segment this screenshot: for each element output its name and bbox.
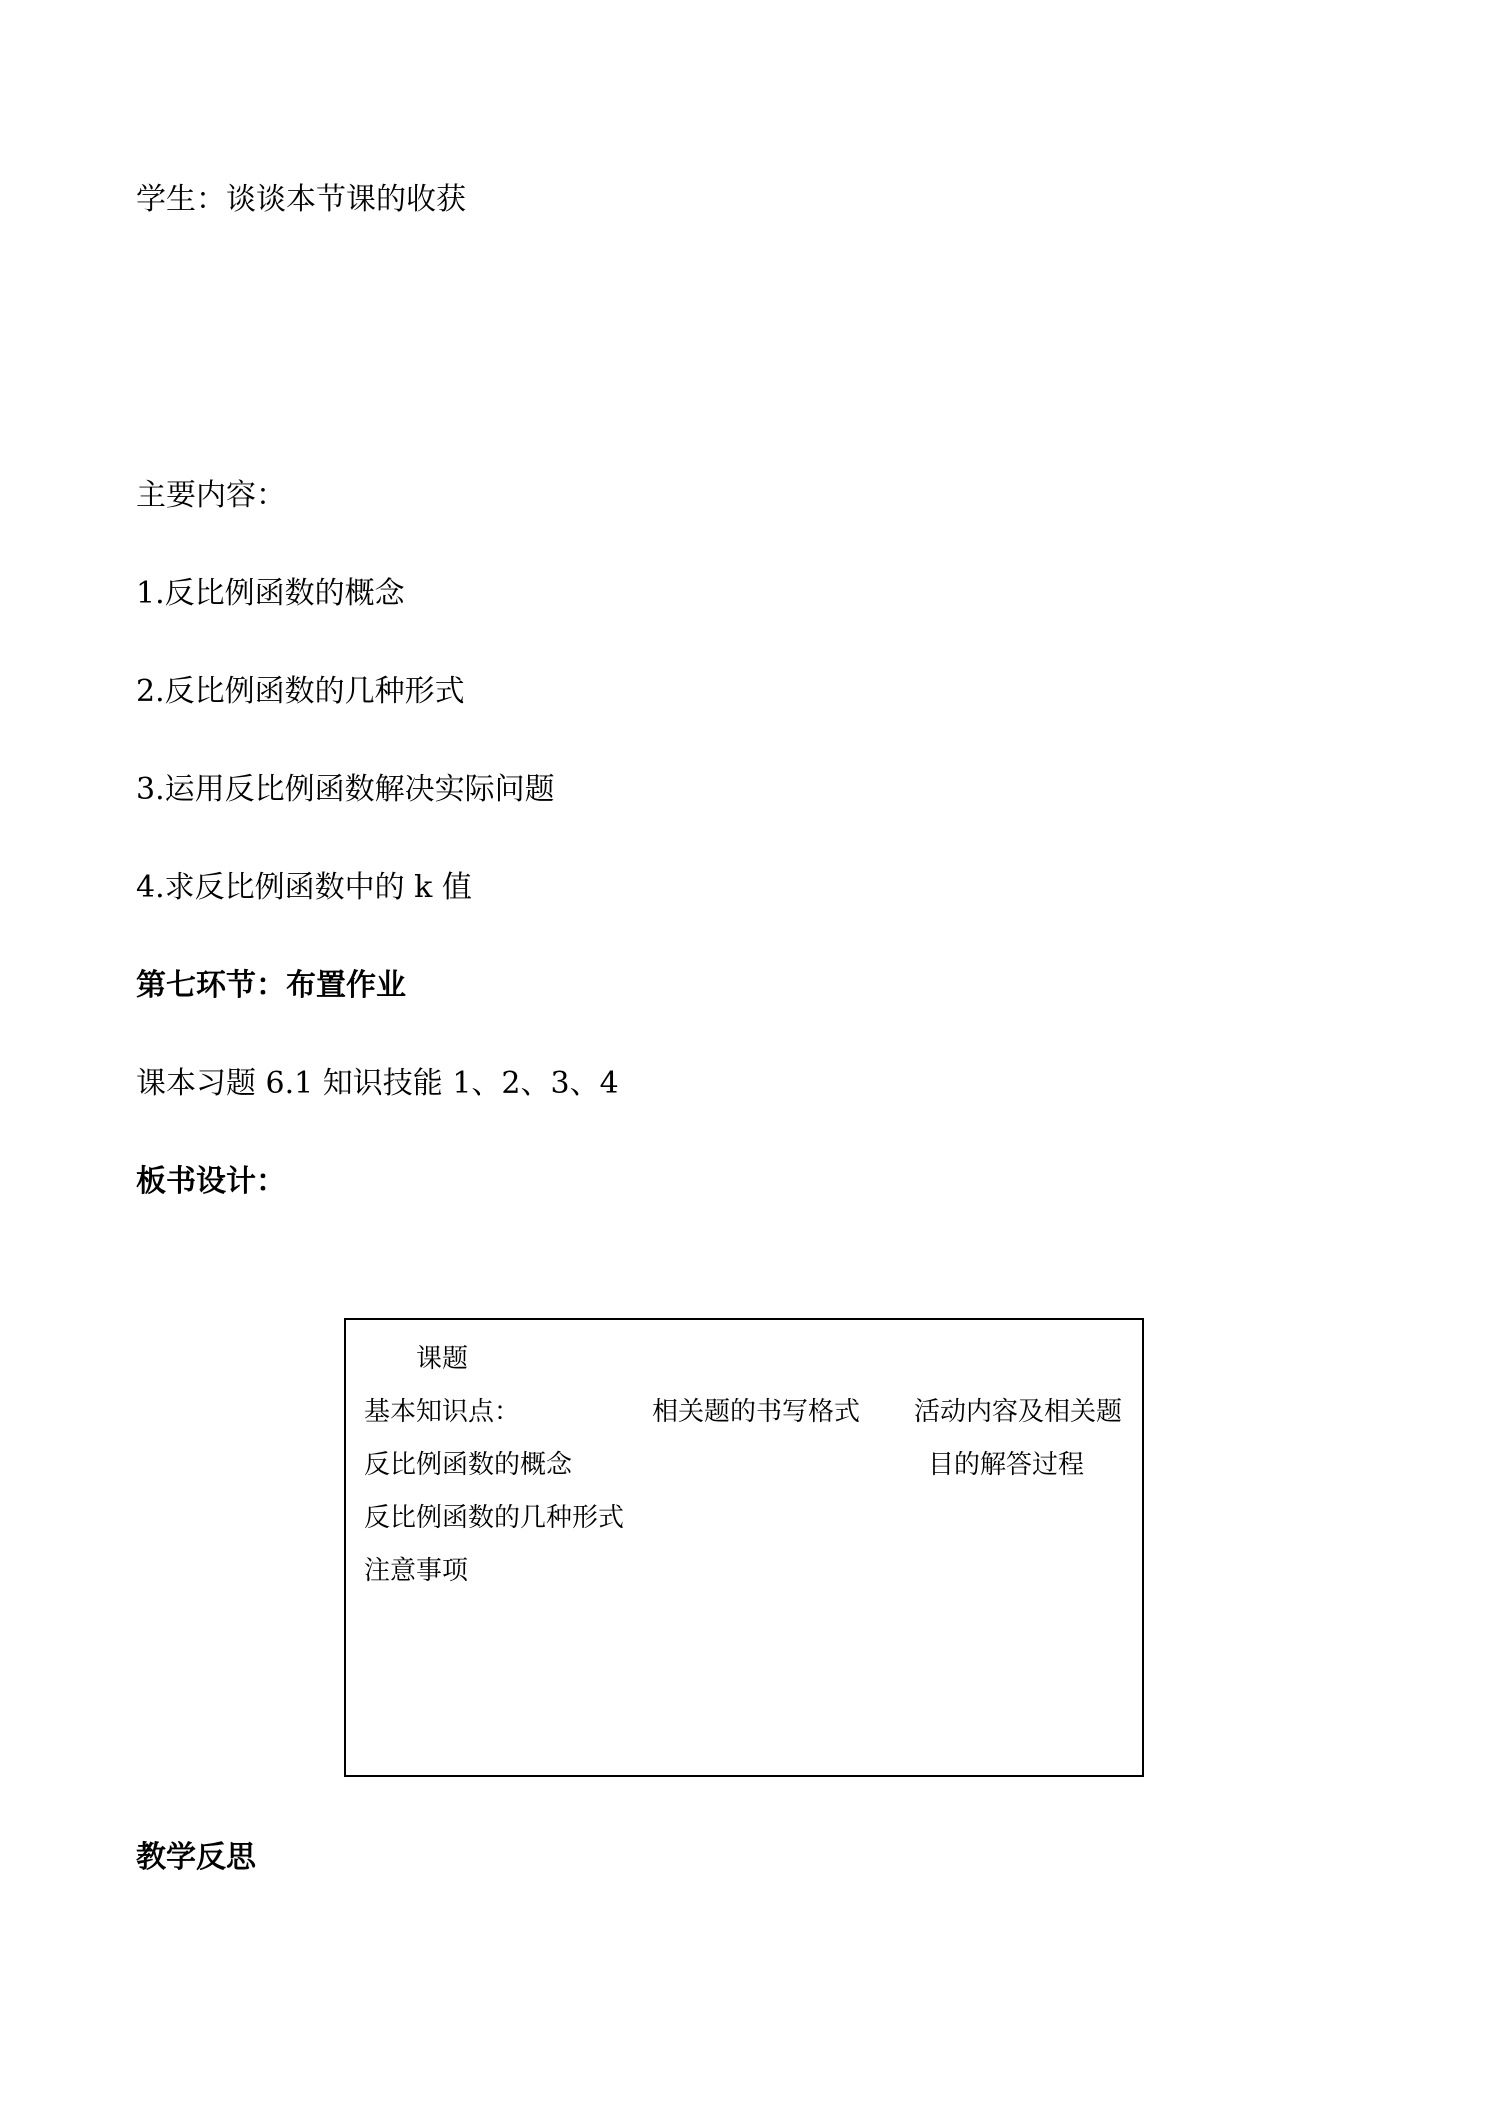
reflection-heading: 教学反思 bbox=[136, 1840, 256, 1875]
board-notes: 注意事项 bbox=[364, 1556, 469, 1586]
board-concept: 反比例函数的概念 bbox=[364, 1450, 573, 1480]
board-design-heading: 板书设计： bbox=[136, 1164, 286, 1199]
homework-text: 课本习题 6.1 知识技能 1、2、3、4 bbox=[136, 1066, 619, 1101]
content-item-4: 4.求反比例函数中的 k 值 bbox=[136, 870, 472, 905]
student-summary-text: 学生：谈谈本节课的收获 bbox=[136, 182, 466, 217]
board-forms: 反比例函数的几种形式 bbox=[364, 1503, 625, 1533]
main-content-heading: 主要内容： bbox=[136, 478, 286, 513]
board-topic: 课题 bbox=[416, 1344, 469, 1374]
board-basic-knowledge: 基本知识点： bbox=[364, 1397, 521, 1427]
section-7-heading: 第七环节：布置作业 bbox=[136, 968, 406, 1003]
board-format-label: 相关题的书写格式 bbox=[652, 1397, 861, 1427]
board-activity-line1: 活动内容及相关题 bbox=[914, 1397, 1123, 1427]
content-item-3: 3.运用反比例函数解决实际问题 bbox=[136, 772, 555, 807]
content-item-1: 1.反比例函数的概念 bbox=[136, 576, 405, 611]
board-activity-line2: 目的解答过程 bbox=[928, 1450, 1085, 1480]
content-item-2: 2.反比例函数的几种形式 bbox=[136, 674, 465, 709]
blackboard-design-box bbox=[344, 1318, 1144, 1777]
